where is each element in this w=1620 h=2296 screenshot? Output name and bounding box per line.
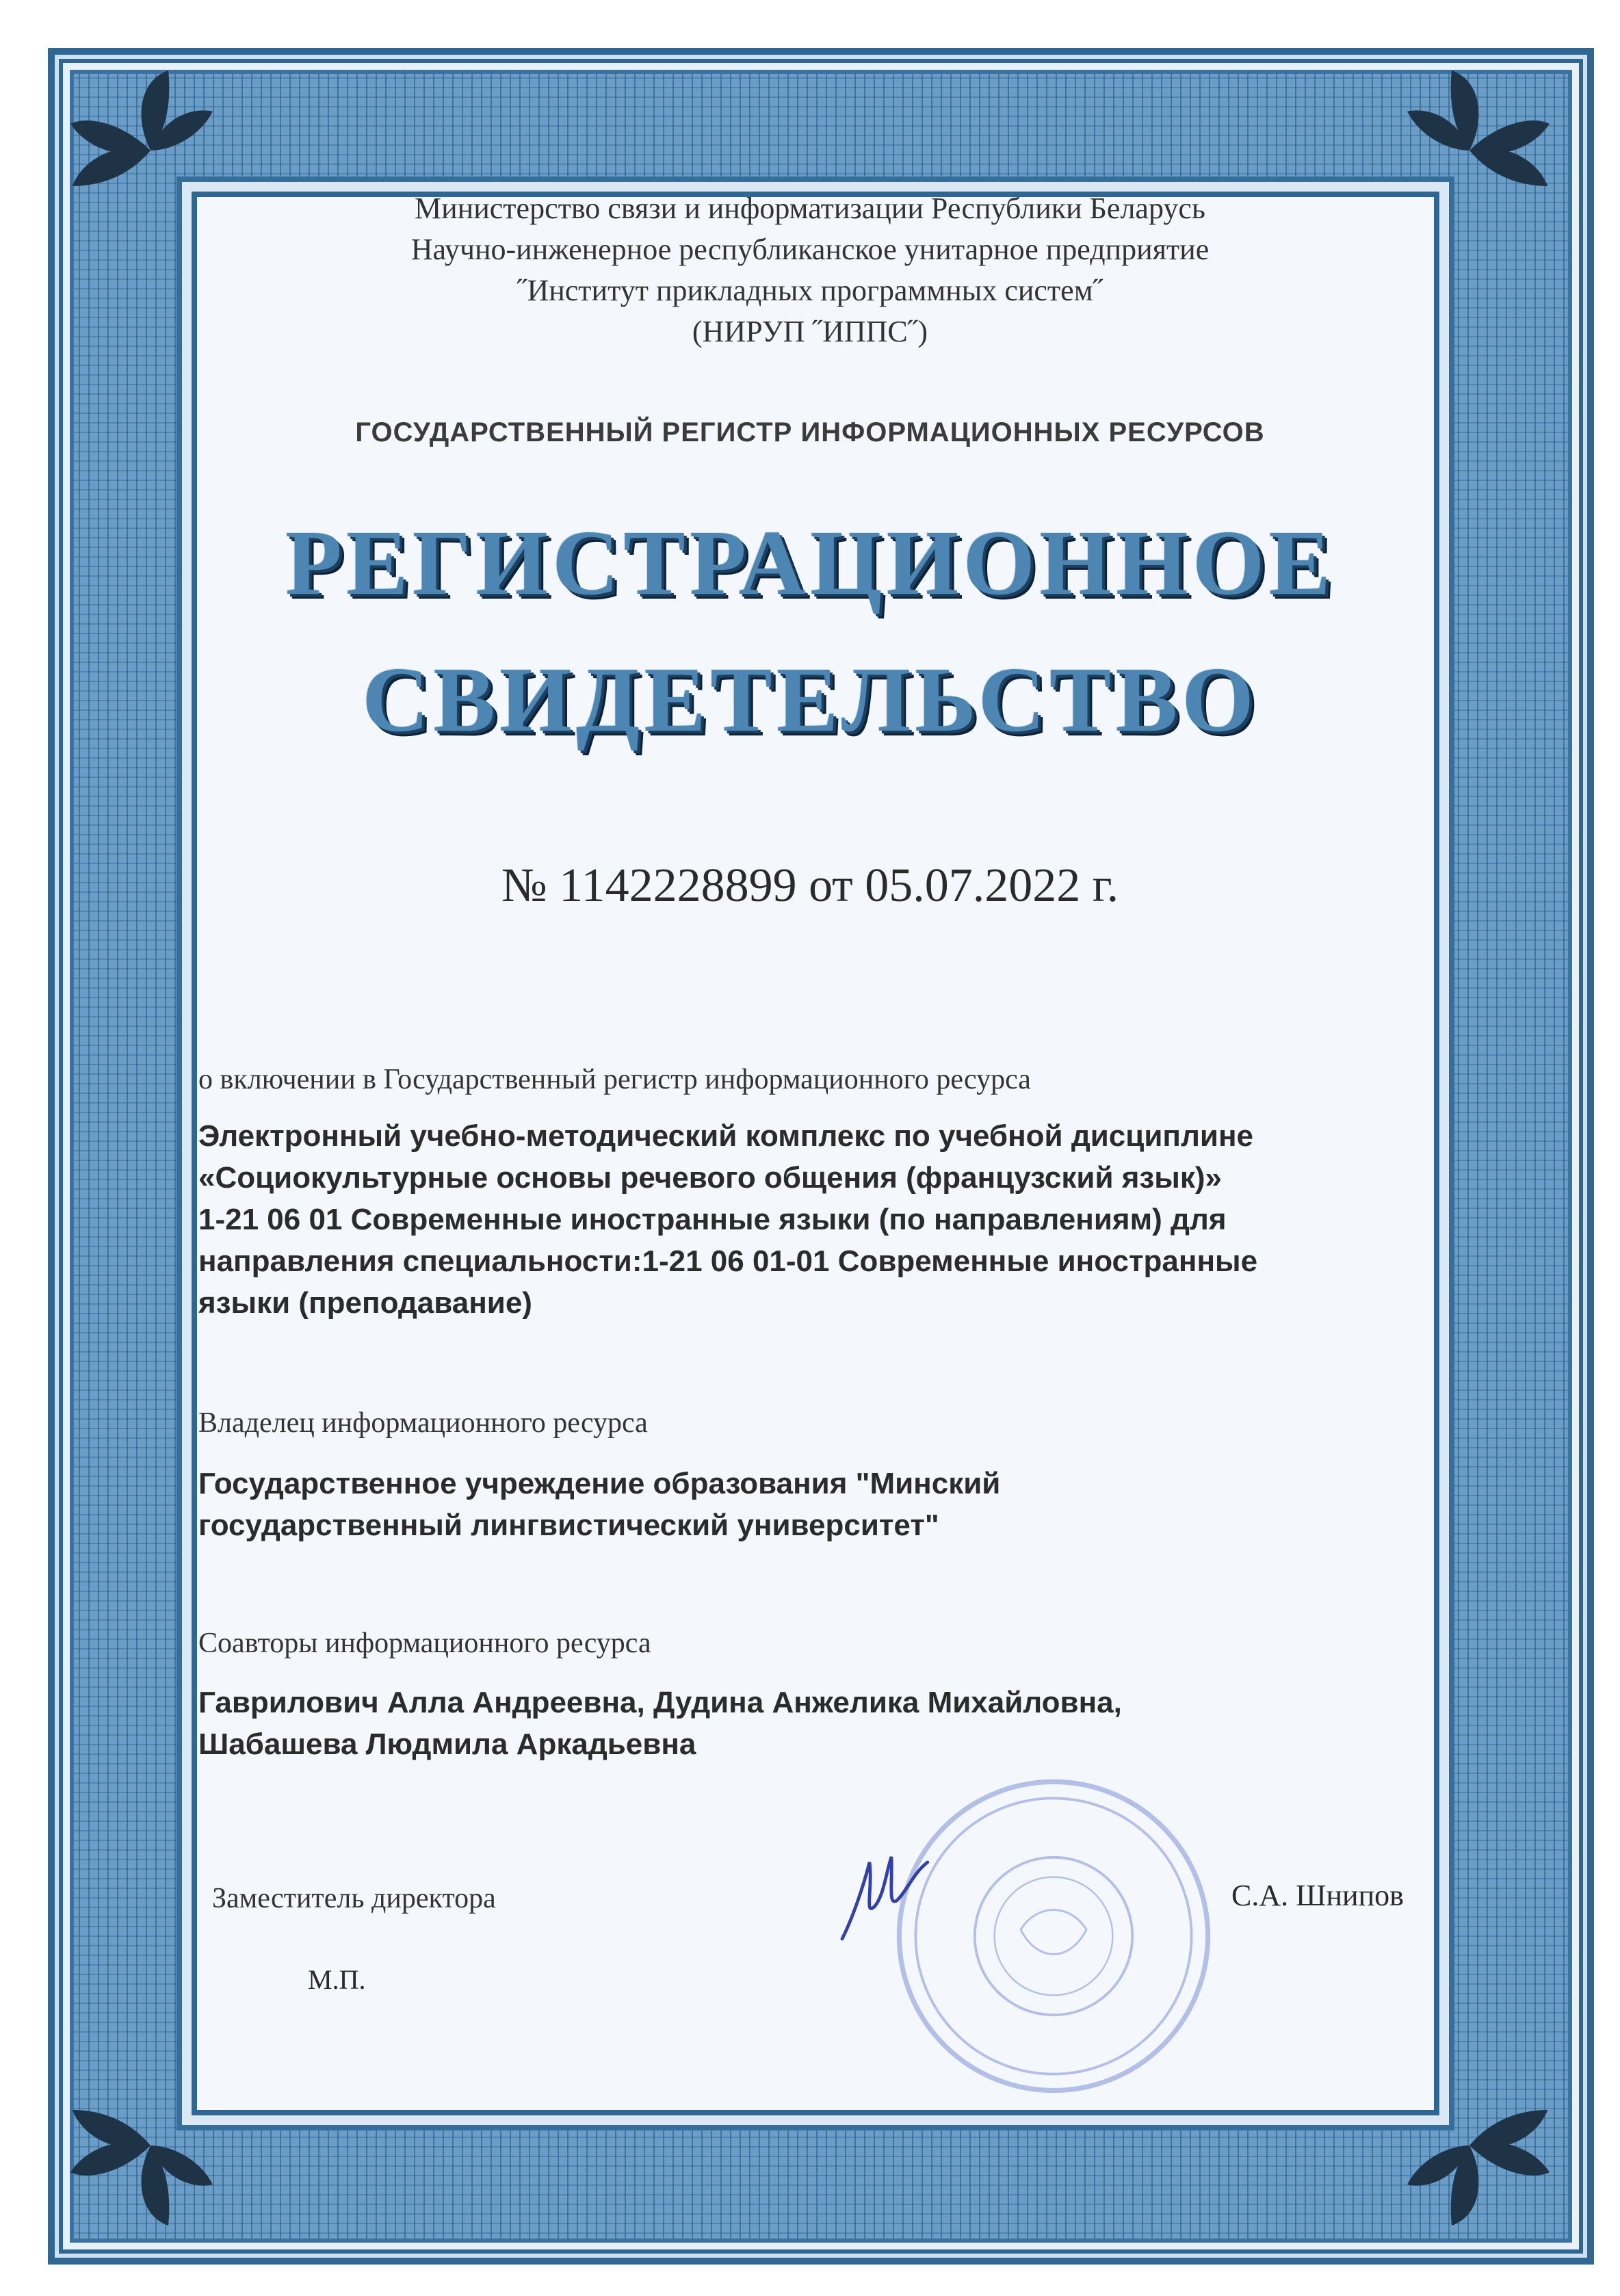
signatory-name: С.А. Шнипов [1231, 1879, 1404, 1912]
coauthors-line: Гаврилович Алла Андреевна, Дудина Анжелика Михайловна, [198, 1686, 1122, 1719]
owner-name-line: государственный лингвистический университет" [198, 1509, 939, 1542]
resource-title-line: 1-21 06 01 Современные иностранные языки (по направлениям) для [198, 1203, 1227, 1236]
handwritten-signature [824, 1840, 948, 1950]
owner-name-line: Государственное учреждение образования "Минский [198, 1467, 1001, 1500]
institute-name: ˝Институт прикладных программных систем˝ [517, 274, 1103, 307]
certificate-title-line1: РЕГИСТРАЦИОННОЕ [285, 512, 1335, 614]
inclusion-text: о включении в Государственный регистр информационного ресурса [198, 1064, 1031, 1095]
owner-name [198, 1463, 1430, 1546]
signatory-position: Заместитель директора [212, 1883, 496, 1914]
coauthors-line: Шабашева Людмила Аркадьевна [198, 1727, 696, 1761]
resource-title-line: направления специальности:1-21 06 01-01 Современные иностранные [198, 1244, 1258, 1278]
ministry-name: Министерство связи и информатизации Республики Беларусь [415, 192, 1205, 225]
coauthors-label: Соавторы информационного ресурса [198, 1628, 651, 1659]
institute-abbreviation: (НИРУП ˝ИППС˝) [692, 315, 928, 348]
enterprise-name: Научно-инженерное республиканское унитарное предприятие [410, 233, 1210, 266]
resource-title-line: «Социокультурные основы речевого общения (французский язык)» [198, 1161, 1222, 1195]
resource-title-line: языки (преподавание) [198, 1286, 532, 1320]
registry-name: ГОСУДАРСТВЕННЫЙ РЕГИСТР ИНФОРМАЦИОННЫХ РЕСУРСОВ [355, 417, 1265, 447]
seal-label: М.П. [308, 1964, 366, 1995]
certificate-number: № 1142228899 от 05.07.2022 г. [501, 859, 1119, 912]
owner-label: Владелец информационного ресурса [198, 1407, 648, 1439]
coauthors-names [198, 1682, 1430, 1765]
resource-title [198, 1115, 1430, 1324]
resource-title-line: Электронный учебно-методический комплекс по учебной дисциплине [198, 1119, 1253, 1153]
certificate-title-line2: СВИДЕТЕЛЬСТВО [362, 649, 1258, 751]
